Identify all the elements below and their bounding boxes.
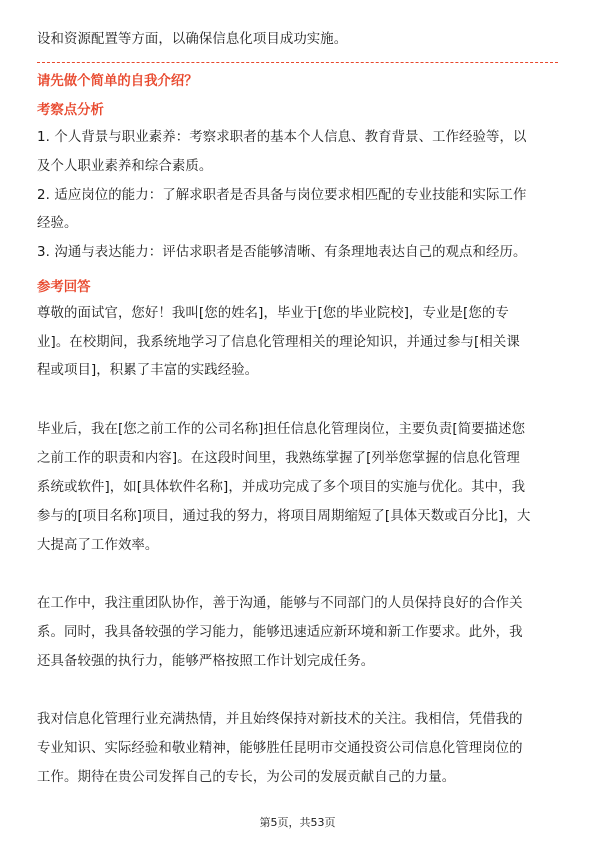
answer-line: 工作。期待在贵公司发挥自己的专长，为公司的发展贡献自己的力量。: [37, 770, 456, 785]
answer-line: 还具备较强的执行力，能够严格按照工作计划完成任务。: [37, 654, 375, 669]
answer-line: 业]。在校期间，我系统地学习了信息化管理相关的理论知识，并通过参与[相关课: [37, 335, 520, 350]
analysis-line: 1. 个人背景与职业素养：考察求职者的基本个人信息、教育背景、工作经验等，以: [37, 130, 527, 145]
analysis-heading: 考察点分析: [37, 103, 104, 118]
answer-line: 在工作中，我注重团队协作，善于沟通，能够与不同部门的人员保持良好的合作关: [37, 596, 523, 611]
answer-line: 之前工作的职责和内容]。在这段时间里，我熟练掌握了[列举您掌握的信息化管理: [37, 451, 520, 466]
answer-line: 我对信息化管理行业充满热情，并且始终保持对新技术的关注。我相信，凭借我的: [37, 712, 523, 727]
analysis-line: 3. 沟通与表达能力：评估求职者是否能够清晰、有条理地表达自己的观点和经历。: [37, 245, 527, 260]
answer-line: 专业知识、实际经验和敬业精神，能够胜任昆明市交通投资公司信息化管理岗位的: [37, 741, 523, 756]
intro-tail-text: 设和资源配置等方面，以确保信息化项目成功实施。: [37, 32, 348, 47]
answer-line: 系统或软件]，如[具体软件名称]，并成功完成了多个项目的实施与优化。其中，我: [37, 480, 526, 495]
answer-line: 毕业后，我在[您之前工作的公司名称]担任信息化管理岗位，主要负责[简要描述您: [37, 422, 526, 437]
answer-line: 参与的[项目名称]项目，通过我的努力，将项目周期缩短了[具体天数或百分比]，大: [37, 509, 531, 524]
answer-line: 系。同时，我具备较强的学习能力，能够迅速适应新环境和新工作要求。此外，我: [37, 625, 523, 640]
analysis-line: 2. 适应岗位的能力：了解求职者是否具备与岗位要求相匹配的专业技能和实际工作: [37, 188, 527, 203]
page-number: 第5页，共53页: [259, 816, 336, 829]
section-divider: [37, 62, 558, 63]
answer-line: 程或项目]，积累了丰富的实践经验。: [37, 363, 259, 378]
analysis-line: 经验。: [37, 216, 78, 231]
question-heading: 请先做个简单的自我介绍？: [37, 74, 198, 89]
answer-line: 大提高了工作效率。: [37, 538, 159, 553]
answer-heading: 参考回答: [37, 280, 91, 295]
analysis-line: 及个人职业素养和综合素质。: [37, 159, 213, 174]
answer-line: 尊敬的面试官，您好！我叫[您的姓名]，毕业于[您的毕业院校]，专业是[您的专: [37, 306, 509, 321]
